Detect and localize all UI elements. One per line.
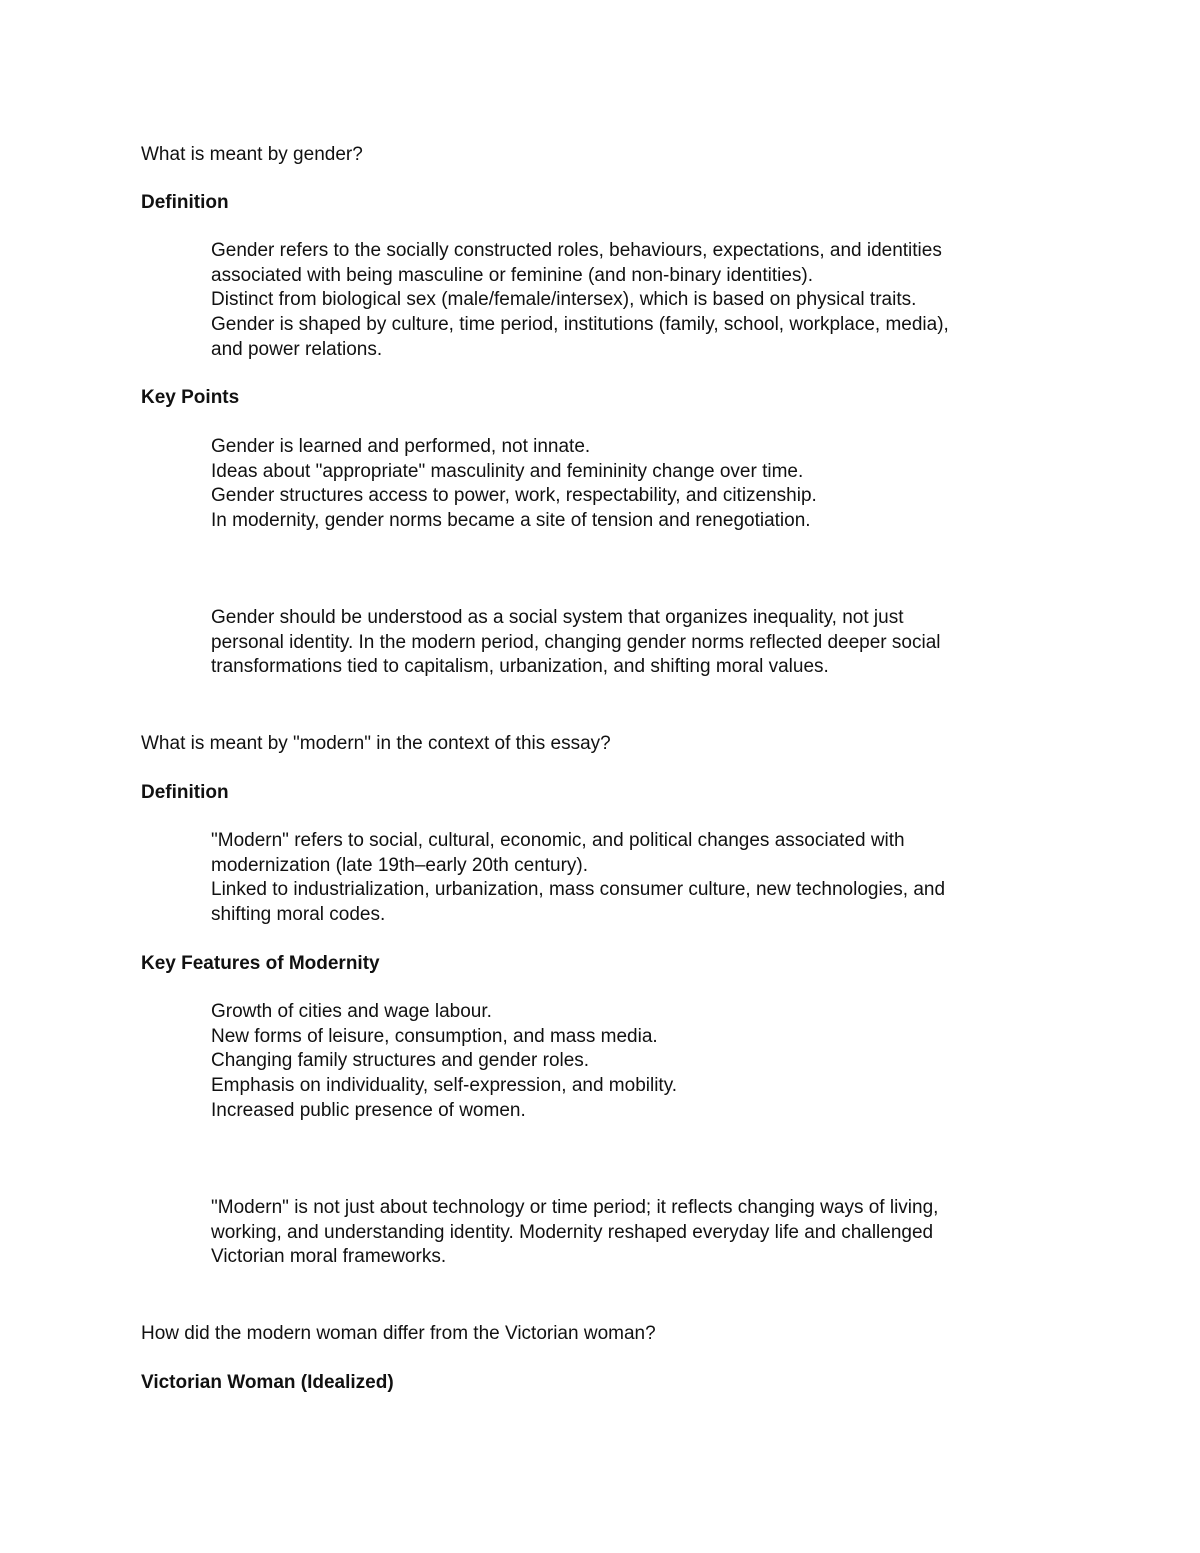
text-line: shifting moral codes. — [211, 904, 386, 926]
key-points-block — [211, 435, 1111, 534]
text-line: Gender is learned and performed, not innate. — [211, 436, 591, 457]
text-line: personal identity. In the modern period, changing gender norms reflected deeper social — [211, 631, 941, 653]
text-line: Ideas about "appropriate" masculinity and femininity change over time. — [211, 460, 804, 482]
text-line: associated with being masculine or feminine (and non-binary identities). — [211, 264, 813, 286]
section-heading: Key Features of Modernity — [141, 953, 380, 974]
section-heading: Victorian Woman (Idealized) — [141, 1372, 394, 1393]
text-line: New forms of leisure, consumption, and mass media. — [211, 1025, 658, 1047]
summary-block — [211, 606, 1111, 680]
text-line: "Modern" refers to social, cultural, economic, and political changes associated with — [211, 830, 905, 851]
text-line: Emphasis on individuality, self-expression, and mobility. — [211, 1075, 678, 1097]
question-heading: What is meant by gender? — [141, 144, 363, 165]
text-line: and power relations. — [211, 338, 383, 360]
summary-block — [211, 1196, 1111, 1270]
text-line: Gender is shaped by culture, time period, institutions (family, school, workplace, media), — [211, 314, 949, 336]
text-line: Growth of cities and wage labour. — [211, 1001, 492, 1022]
question-heading: How did the modern woman differ from the Victorian woman? — [141, 1323, 656, 1344]
text-line: Gender should be understood as a social system that organizes inequality, not just — [211, 607, 904, 628]
text-line: Increased public presence of women. — [211, 1099, 526, 1121]
text-line: transformations tied to capitalism, urbanization, and shifting moral values. — [211, 656, 829, 678]
text-line: Gender refers to the socially constructed roles, behaviours, expectations, and identities — [211, 240, 942, 261]
text-line: working, and understanding identity. Modernity reshaped everyday life and challenged — [211, 1221, 934, 1243]
question-heading: What is meant by "modern" in the context of this essay? — [141, 733, 611, 754]
text-line: In modernity, gender norms became a site of tension and renegotiation. — [211, 510, 811, 532]
definition-block — [211, 829, 1111, 928]
text-line: modernization (late 19th–early 20th century). — [211, 854, 589, 876]
section-heading: Definition — [141, 782, 229, 803]
key-features-block — [211, 1000, 1111, 1124]
text-line: Changing family structures and gender roles. — [211, 1050, 590, 1072]
text-line: Victorian moral frameworks. — [211, 1246, 447, 1268]
text-line: Gender structures access to power, work, respectability, and citizenship. — [211, 485, 817, 507]
text-line: "Modern" is not just about technology or time period; it reflects changing ways of living, — [211, 1197, 939, 1218]
text-line: Distinct from biological sex (male/female/intersex), which is based on physical traits. — [211, 289, 917, 311]
section-heading: Key Points — [141, 387, 240, 408]
text-line: Linked to industrialization, urbanization, mass consumer culture, new technologies, and — [211, 879, 946, 901]
definition-block — [211, 239, 1111, 363]
section-heading: Definition — [141, 192, 229, 213]
